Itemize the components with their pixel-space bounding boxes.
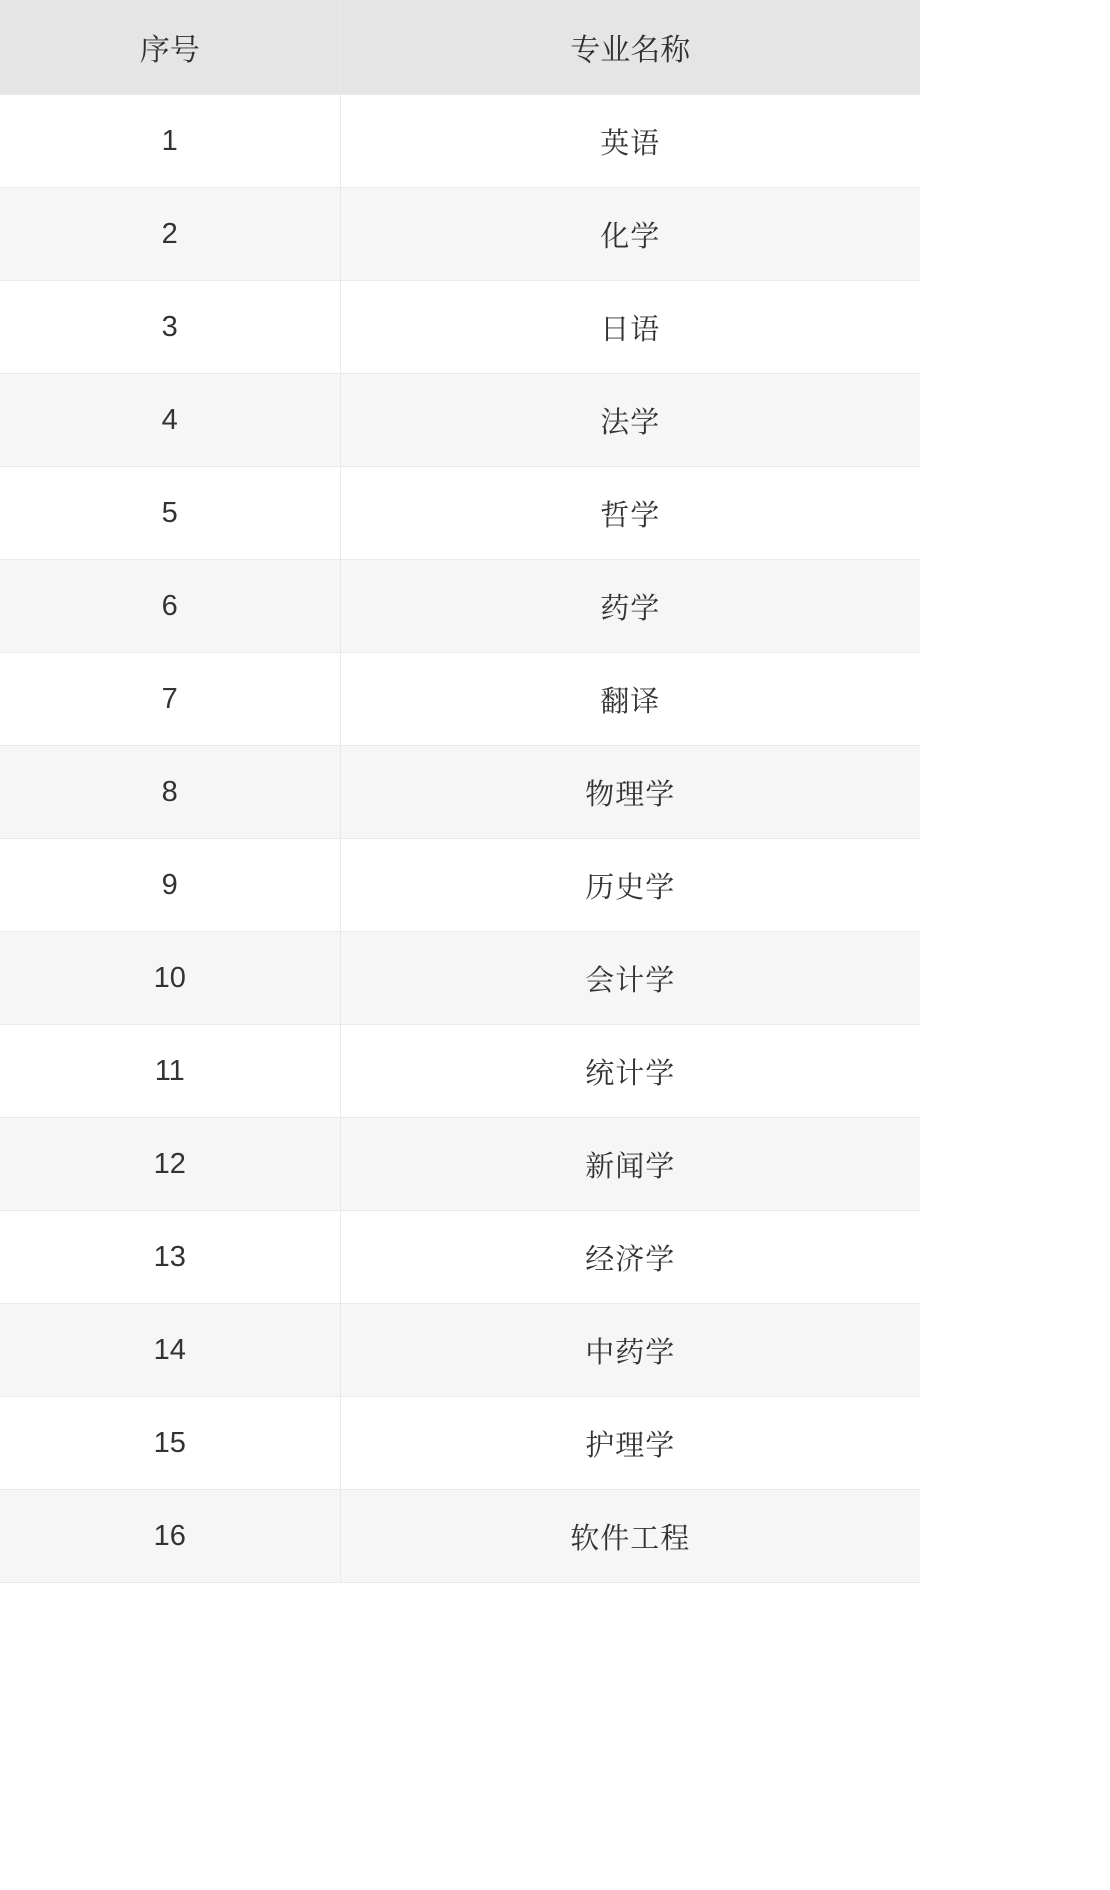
table-row <box>0 1397 920 1490</box>
cell-major-name: 会计学 <box>340 932 920 1025</box>
cell-major-name: 化学 <box>340 188 920 281</box>
table-row <box>0 1025 920 1118</box>
cell-major-name: 药学 <box>340 560 920 653</box>
cell-index: 3 <box>0 281 340 374</box>
table-row <box>0 1304 920 1397</box>
table-row <box>0 1490 920 1583</box>
table-row <box>0 95 920 188</box>
cell-index: 4 <box>0 374 340 467</box>
cell-index: 1 <box>0 95 340 188</box>
cell-index: 13 <box>0 1211 340 1304</box>
cell-major-name: 新闻学 <box>340 1118 920 1211</box>
table-row <box>0 467 920 560</box>
cell-major-name: 统计学 <box>340 1025 920 1118</box>
table-row <box>0 1118 920 1211</box>
cell-major-name: 哲学 <box>340 467 920 560</box>
cell-major-name: 日语 <box>340 281 920 374</box>
table-row <box>0 560 920 653</box>
cell-index: 8 <box>0 746 340 839</box>
cell-major-name: 翻译 <box>340 653 920 746</box>
cell-index: 14 <box>0 1304 340 1397</box>
table-row <box>0 281 920 374</box>
table-row <box>0 188 920 281</box>
table-row <box>0 374 920 467</box>
table-header-row <box>0 0 920 95</box>
cell-index: 11 <box>0 1025 340 1118</box>
cell-index: 16 <box>0 1490 340 1583</box>
table-row <box>0 1211 920 1304</box>
cell-major-name: 护理学 <box>340 1397 920 1490</box>
cell-index: 12 <box>0 1118 340 1211</box>
cell-major-name: 法学 <box>340 374 920 467</box>
cell-major-name: 经济学 <box>340 1211 920 1304</box>
cell-index: 10 <box>0 932 340 1025</box>
cell-index: 2 <box>0 188 340 281</box>
table-body <box>0 95 920 1583</box>
cell-index: 6 <box>0 560 340 653</box>
table-row <box>0 839 920 932</box>
cell-index: 7 <box>0 653 340 746</box>
column-header-index: 序号 <box>0 0 340 95</box>
cell-major-name: 物理学 <box>340 746 920 839</box>
cell-major-name: 英语 <box>340 95 920 188</box>
cell-index: 5 <box>0 467 340 560</box>
cell-major-name: 中药学 <box>340 1304 920 1397</box>
column-header-name: 专业名称 <box>340 0 920 95</box>
table-row <box>0 932 920 1025</box>
table-row <box>0 746 920 839</box>
cell-index: 9 <box>0 839 340 932</box>
table-row <box>0 653 920 746</box>
cell-index: 15 <box>0 1397 340 1490</box>
table-header <box>0 0 920 95</box>
cell-major-name: 历史学 <box>340 839 920 932</box>
cell-major-name: 软件工程 <box>340 1490 920 1583</box>
